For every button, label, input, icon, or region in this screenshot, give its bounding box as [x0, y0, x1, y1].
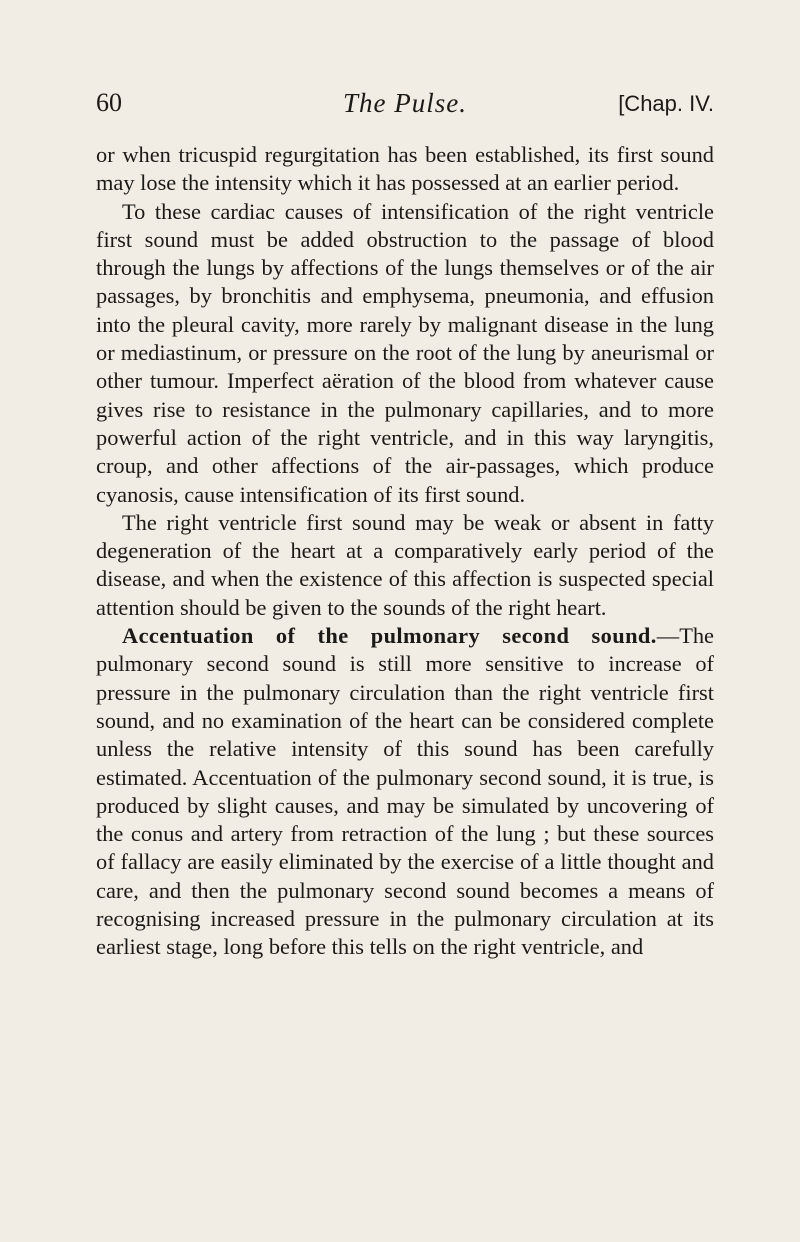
paragraph: The right ventricle first sound may be weak or absent in fatty degeneration of the heart at a comparatively early period of the disease, and when the existence of this affection is suspected special attention should be given to the sounds of the right heart. [96, 509, 714, 620]
page-header [96, 88, 714, 122]
section-heading: Accentuation of the pulmonary second sound. [122, 623, 657, 649]
page-number: 60 [96, 88, 122, 117]
section-paragraph [96, 622, 714, 962]
body-text [96, 141, 714, 962]
paragraph-continued: or when tricuspid regurgitation has been established, its first sound may lose the intensity which it has possessed at an earlier period. [96, 142, 714, 196]
running-title: The Pulse. [343, 88, 467, 118]
section-text: —The pulmonary second sound is still more sensitive to increase of pressure in the pulmonary circulation than the right ventricle first sound, and no examination of the heart can be considered complete unless the relative intensity of this sound has been carefully estimated. Accentuation of the pulmonary second sound, it is true, is produced by slight causes, and may be simulated by uncovering of the conus and artery from retraction of the lung ; but these sources of fallacy are easily eliminated by the exercise of a little thought and care, and then the pulmonary second sound becomes a means of recognising increased pressure in the pulmonary circulation at its earliest stage, long before this tells on the right ventricle, and [96, 623, 714, 960]
paragraph: To these cardiac causes of intensification of the right ventricle first sound must be added obstruction to the passage of blood through the lungs by affections of the lungs themselves or of the air passages, by bronchitis and emphysema, pneumonia, and effusion into the pleural cavity, more rarely by malignant disease in the lung or mediastinum, or pressure on the root of the lung by aneurismal or other tumour. Imperfect aëration of the blood from whatever cause gives rise to resistance in the pulmonary capillaries, and to more powerful action of the right ventricle, and in this way laryngitis, croup, and other affections of the air-passages, which produce cyanosis, cause intensification of its first sound. [96, 198, 714, 507]
chapter-reference: [Chap. IV. [618, 91, 714, 116]
